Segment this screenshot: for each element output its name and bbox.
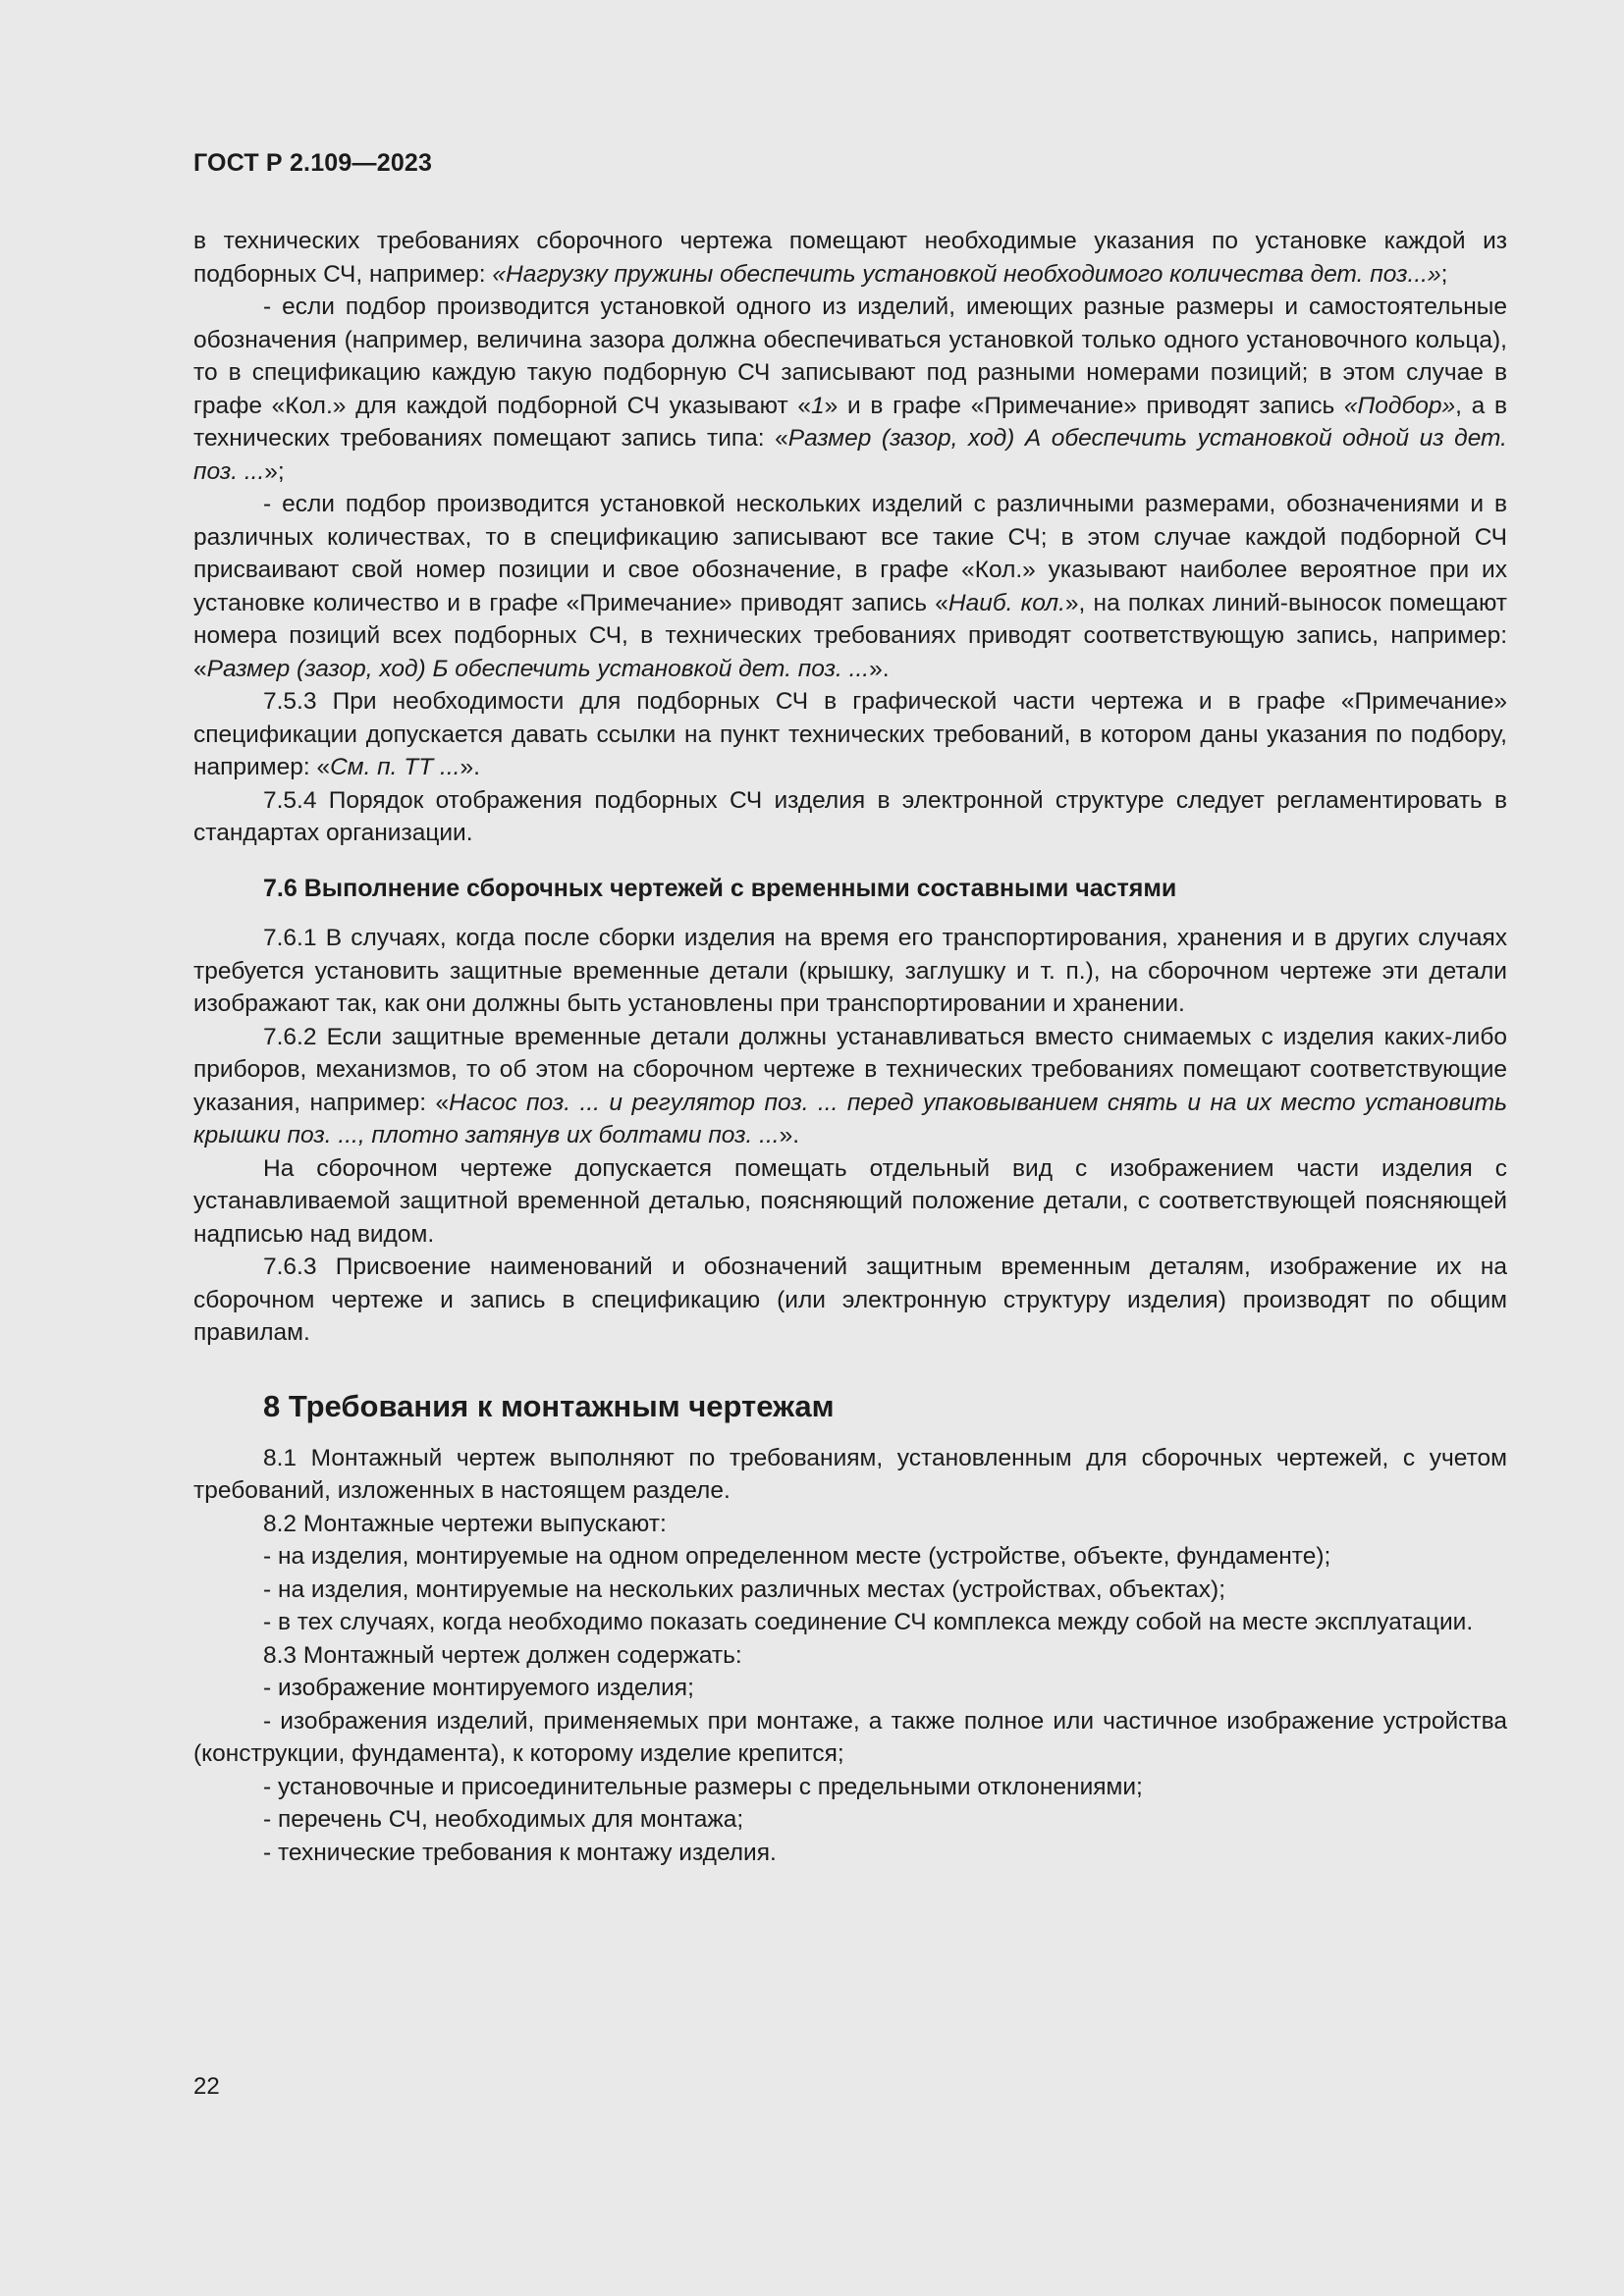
list-item: - изображение монтируемого изделия; xyxy=(263,1675,694,1701)
list-item: - на изделия, монтируемые на нескольких различных местах (устройствах, объектах); xyxy=(263,1575,1226,1603)
text: »; xyxy=(264,457,285,485)
paragraph-7-6-3: 7.6.3 Присвоение наименований и обозначений защитным временным деталям, изображение их на сборочном чертеже и запись в спецификацию (или электронную структуру изделия) производят по общим правилам. xyxy=(193,1254,1507,1346)
paragraph-7-5-3 xyxy=(193,685,1507,784)
text: ». xyxy=(869,655,890,682)
text: 7.6.2 Если защитные временные детали должны устанавливаться вместо снимаемых с изделия каких-либо приборов, механизмов, то об этом на сборочном чертеже в технических требованиях помещают соответствующие указания, например: « xyxy=(193,1023,1507,1116)
italic-text: «Нагрузку пружины обеспечить установкой необходимого количества дет. поз...» xyxy=(492,260,1441,288)
italic-text: Размер (зазор, ход) Б обеспечить установкой дет. поз. ... xyxy=(206,655,870,682)
text: », на полках линий-выносок помещают номера позиций всех подборных СЧ, в технических требованиях приводят соответствующую запись, например: « xyxy=(193,589,1508,682)
text: в технических требованиях сборочного чертежа помещают необходимые указания по установке каждой из подборных СЧ, например: xyxy=(193,228,1507,288)
section-heading-7-6: 7.6 Выполнение сборочных чертежей с временными составными частями xyxy=(263,874,1177,902)
paragraph-separate-view: На сборочном чертеже допускается помещать отдельный вид с изображением части изделия с устанавливаемой защитной временной деталью, поясняющий положение детали, с соответствующей поясняющей надписью над видом. xyxy=(193,1154,1507,1248)
list-item: - перечень СЧ, необходимых для монтажа; xyxy=(263,1806,744,1833)
list-item: - изображения изделий, применяемых при монтаже, а также полное или частичное изображение устройства (конструкции, фундамента), к которому изделие крепится; xyxy=(193,1707,1507,1767)
list-item: - на изделия, монтируемые на одном определенном месте (устройстве, объекте, фундаменте); xyxy=(263,1543,1331,1570)
text: ». xyxy=(779,1122,800,1148)
list-item: - технические требования к монтажу изделия. xyxy=(263,1839,777,1866)
text: 7.5.3 При необходимости для подборных СЧ в графической части чертежа и в графе «Примечание» спецификации допускается давать ссылки на пункт технических требований, в котором даны указания по подбору, например: « xyxy=(193,688,1507,780)
paragraph-continuation xyxy=(193,225,1507,291)
paragraph-8-2: 8.2 Монтажные чертежи выпускают: xyxy=(263,1510,667,1537)
document-header: ГОСТ Р 2.109—2023 xyxy=(193,149,433,177)
paragraph-single-selection xyxy=(193,291,1507,488)
text: - если подбор производится установкой нескольких изделий с различными размерами, обозначениями и в различных количествах, то в спецификацию записывают все такие СЧ; в этом случае каждой подборной СЧ присваивают свой номер позиции и свое обозначение, в графе «Кол.» указывают наиболее вероятное при их установке количество и в графе «Примечание» приводят запись « xyxy=(193,491,1507,616)
italic-text: Насос поз. ... и регулятор поз. ... перед упаковыванием снять и на их место установить крышки поз. ..., плотно затянув их болтами поз. ... xyxy=(193,1089,1507,1148)
page-body xyxy=(193,225,1507,1869)
paragraph-7-5-4: 7.5.4 Порядок отображения подборных СЧ изделия в электронной структуре следует регламентировать в стандартах организации. xyxy=(193,786,1507,846)
italic-text: «Подбор» xyxy=(1343,392,1456,419)
paragraph-7-6-1: 7.6.1 В случаях, когда после сборки изделия на время его транспортирования, хранения и в других случаях требуется установить защитные временные детали (крышку, заглушку и т. п.), на сборочном чертеже эти детали изображают так, как они должны быть установлены при транспортировании и хранении. xyxy=(193,925,1507,1017)
list-item: - установочные и присоединительные размеры с предельными отклонениями; xyxy=(263,1773,1143,1800)
italic-text: См. п. ТТ ... xyxy=(330,754,460,780)
paragraph-8-3: 8.3 Монтажный чертеж должен содержать: xyxy=(263,1641,742,1669)
text: - если подбор производится установкой одного из изделий, имеющих разные размеры и самостоятельные обозначения (например, величина зазора должна обеспечиваться установкой только одного установочного кольца), то в спецификацию каждую такую подборную СЧ записывают под разными номерами позиций; в этом случае в графе «Кол.» для каждой подборной СЧ указывают « xyxy=(193,294,1507,419)
text: ». xyxy=(460,754,480,780)
italic-text: Наиб. кол. xyxy=(947,589,1065,616)
text: , а в технических требованиях помещают запись типа: « xyxy=(193,392,1507,452)
list-item: - в тех случаях, когда необходимо показать соединение СЧ комплекса между собой на месте эксплуатации. xyxy=(263,1609,1474,1635)
section-heading-8: 8 Требования к монтажным чертежам xyxy=(263,1388,835,1423)
paragraph-multiple-selection xyxy=(193,488,1507,685)
page-number: 22 xyxy=(193,2073,220,2100)
text: ; xyxy=(1440,260,1448,288)
italic-text: 1 xyxy=(811,392,825,419)
paragraph-7-6-2 xyxy=(193,1021,1507,1152)
text: » и в графе «Примечание» приводят запись xyxy=(824,392,1344,419)
paragraph-8-1: 8.1 Монтажный чертеж выполняют по требованиям, установленным для сборочных чертежей, с учетом требований, изложенных в настоящем разделе. xyxy=(193,1444,1507,1504)
italic-text: Размер (зазор, ход) А обеспечить установкой одной из дет. поз. ... xyxy=(193,425,1507,485)
